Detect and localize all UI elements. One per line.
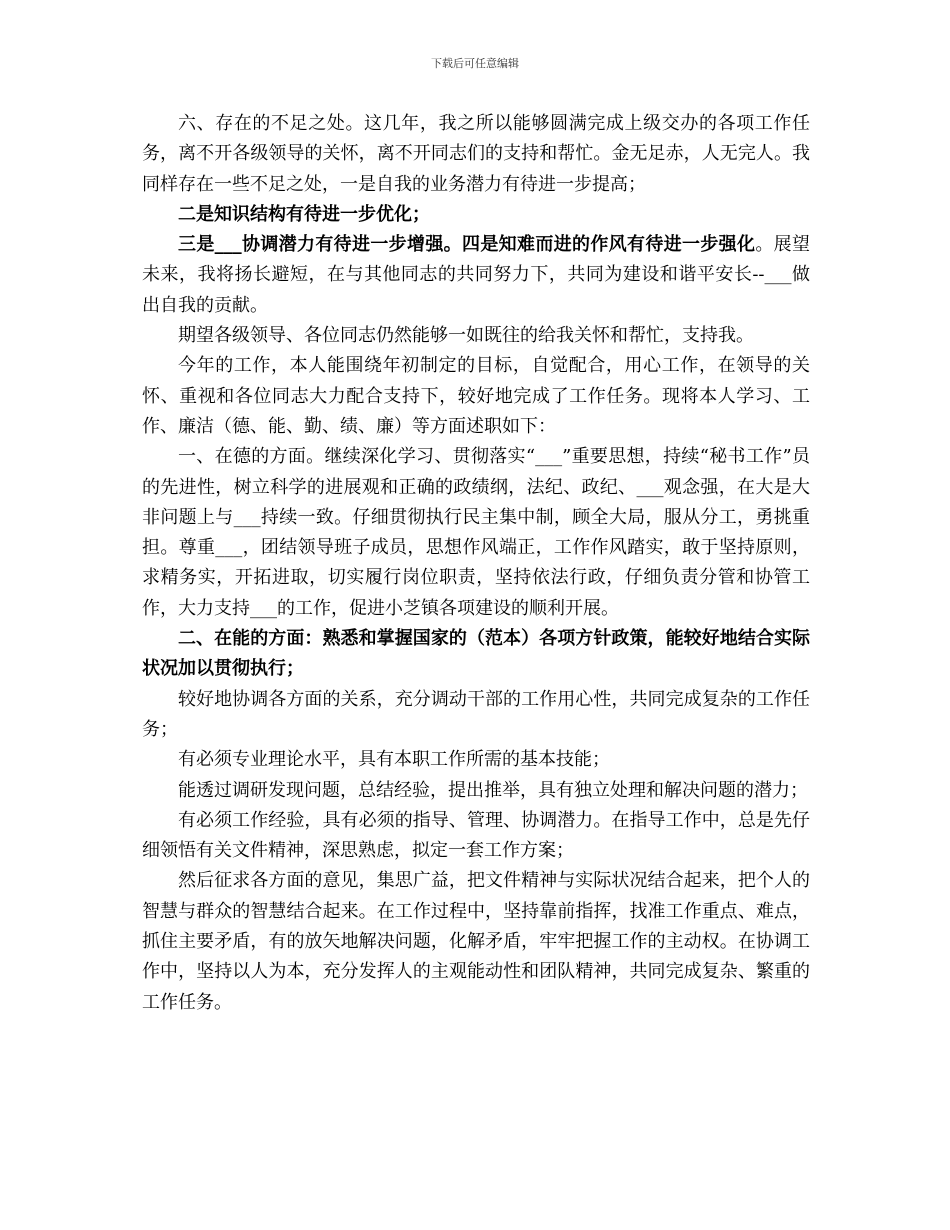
paragraph-annual-work (142, 351, 810, 442)
paragraph-knowledge-structure (142, 200, 810, 230)
paragraph-coordination (142, 230, 810, 321)
text-run: 能透过调研发现问题，总结经验，提出推举，具有独立处理和解决问题的潜力； (178, 779, 808, 801)
text-run: 较好地协调各方面的关系，充分调动干部的工作用心性，共同完成复杂的工作任务； (142, 688, 810, 740)
document-body (142, 109, 810, 1018)
text-run: 六、存在的不足之处。这几年，我之所以能够圆满完成上级交办的各项工作任务，离不开各级领导的关怀，离不开同志们的支持和帮忙。金无足赤，人无完人。我同样存在一些不足之处，一是自我的业务潜力有待进一步提高； (142, 113, 810, 195)
paragraph-consultation (142, 866, 810, 1017)
text-run: 有必须专业理论水平，具有本职工作所需的基本技能； (178, 749, 610, 771)
paragraph-shortcomings (142, 109, 810, 200)
page-header: 下载后可任意编辑 (431, 57, 519, 70)
paragraph-ability-heading (142, 624, 810, 685)
text-run: 一、在德的方面。继续深化学习、贯彻落实“___”重要思想，持续“秘书工作”员的先进性，树立科学的进展观和正确的政绩纲，法纪、政纪、___观念强，在大是大非问题上与___持续一致。仔细贯彻执行民主集中制，顾全大局，服从分工，勇挑重担。尊重___，团结领导班子成员，思想作风端正，工作作风踏实，敢于坚持原则，求精务实，开拓进取，切实履行岗位职责，坚持依法行政，仔细负责分管和协管工作，大力支持___的工作，促进小芝镇各项建设的顺利开展。 (142, 446, 810, 619)
text-run: 然后征求各方面的意见，集思广益，把文件精神与实际状况结合起来，把个人的智慧与群众的智慧结合起来。在工作过程中，坚持靠前指挥，找准工作重点、难点，抓住主要矛盾，有的放矢地解决问题，化解矛盾，牢牢把握工作的主动权。在协调工作中，坚持以人为本，充分发挥人的主观能动性和团队精神，共同完成复杂、繁重的工作任务。 (142, 870, 810, 1013)
text-run: 二是知识结构有待进一步优化； (178, 203, 430, 225)
text-run-bold: 三是___协调潜力有待进一步增强。四是知难而进的作风有待进一步强化 (178, 234, 756, 256)
text-run: 二、在能的方面：熟悉和掌握国家的（范本）各项方针政策，能较好地结合实际状况加以贯彻执行； (142, 628, 810, 680)
text-run: 期望各级领导、各位同志仍然能够一如既往的给我关怀和帮忙，支持我。 (178, 325, 754, 347)
paragraph-virtue (142, 442, 810, 624)
text-run: 。展望未来，我将扬长避短，在与其他同志的共同努力下，共同为建设和谐平安长--___做出自我的贡献。 (142, 234, 811, 316)
paragraph-experience (142, 806, 810, 867)
text-run: 有必须工作经验，具有必须的指导、管理、协调潜力。在指导工作中，总是先仔细领悟有关文件精神，深思熟虑，拟定一套工作方案； (142, 809, 810, 862)
paragraph-coordinate-relations (142, 685, 810, 746)
text-run: 今年的工作，本人能围绕年初制定的目标，自觉配合，用心工作，在领导的关怀、重视和各位同志大力配合支持下，较好地完成了工作任务。现将本人学习、工作、廉洁（德、能、勤、绩、廉）等方面述职如下： (142, 355, 810, 437)
paragraph-theory-level (142, 745, 810, 775)
paragraph-hope (142, 321, 810, 351)
paragraph-research (142, 776, 810, 806)
